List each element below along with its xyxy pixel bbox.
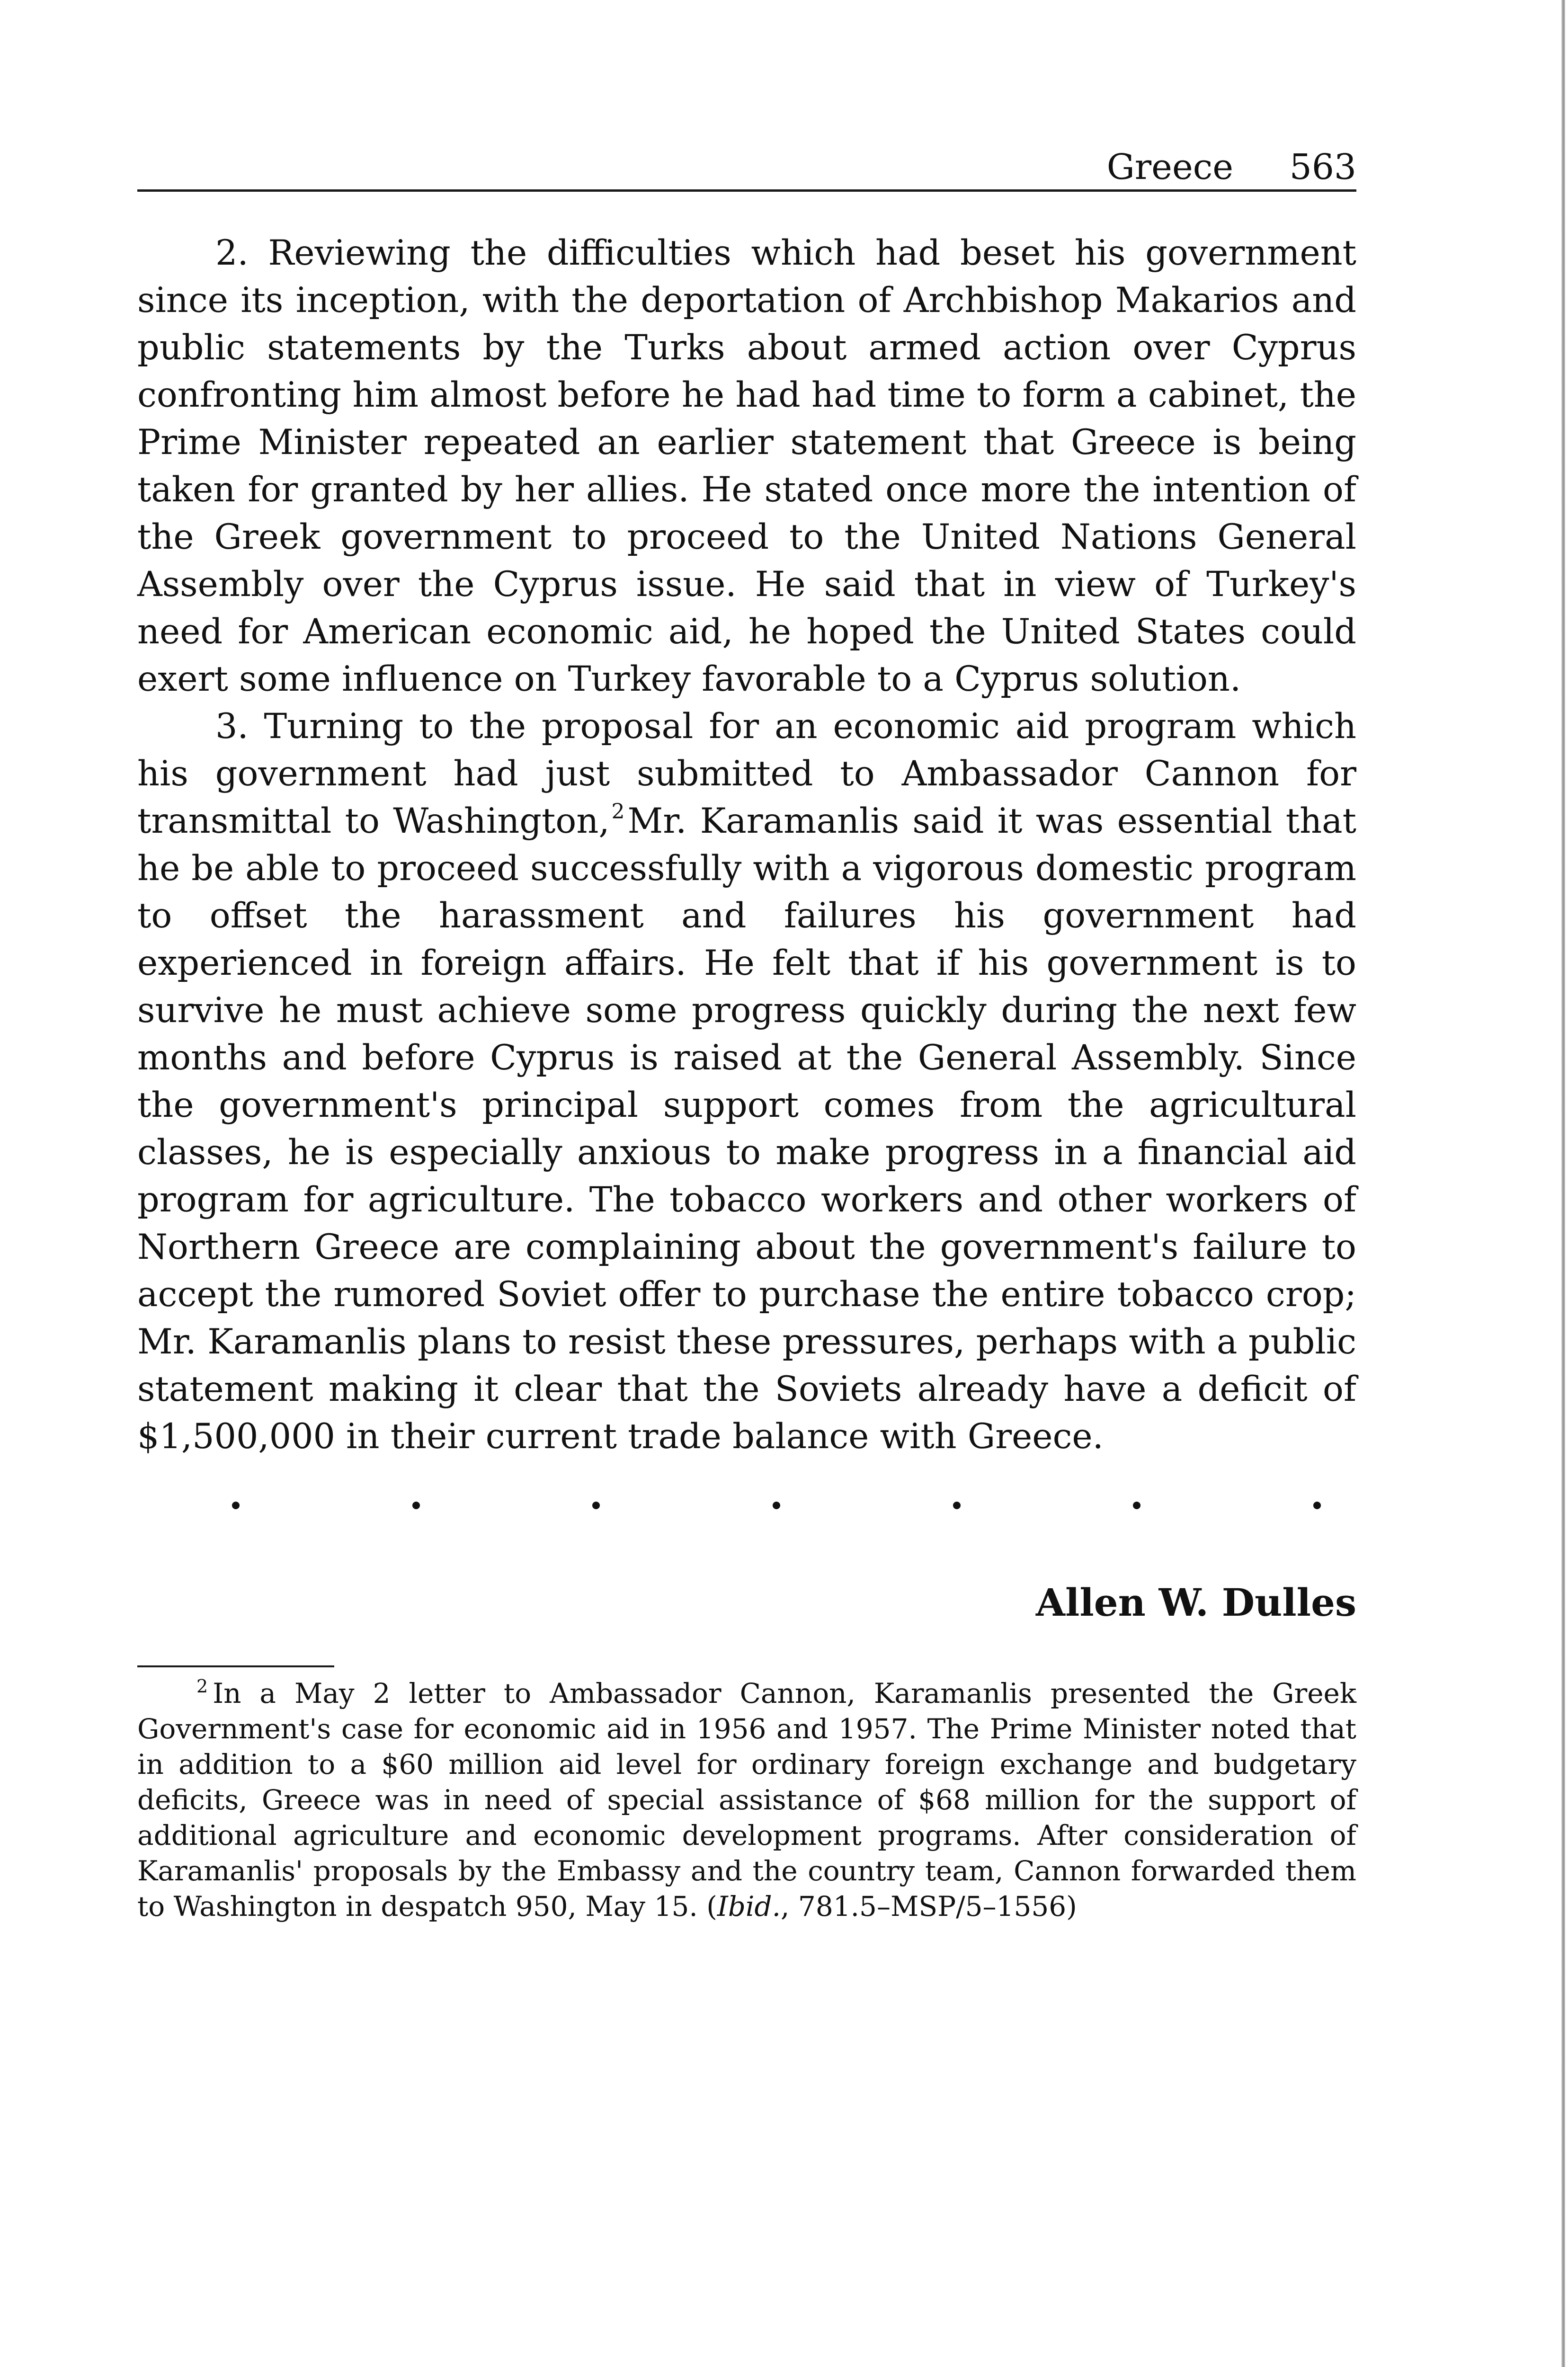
running-head: [137, 142, 1356, 192]
footnote-marker: 2: [196, 1676, 208, 1697]
footnote-reference[interactable]: 2: [611, 800, 625, 824]
ellipsis-dot: [1313, 1502, 1321, 1509]
footnote-ibid: Ibid.: [717, 1890, 781, 1922]
footnote-text-part2: , 781.5–MSP/5–1556): [781, 1890, 1077, 1922]
footnote-text-part1: In a May 2 letter to Ambassador Cannon, Karamanlis presented the Greek Government's case for economic aid in 1956 and 1957. The Prime Minister noted that in addition to a $60 million aid level for ordinary foreign exchange and budgetary deficits, Greece was in need of special assistance of $68 million for the support of additional agriculture and economic development programs. After consideration of Karamanlis' proposals by the Embassy and the country team, Cannon forwarded them to Washington in despatch 950, May 15. (: [137, 1677, 1356, 1922]
signature: Allen W. Dulles: [1035, 1580, 1356, 1625]
page-number: 563: [1289, 147, 1356, 187]
paragraph-2-text: 2. Reviewing the difficulties which had beset his government since its inception, with the deportation of Archbishop Makarios and public statements by the Turks about armed action over Cyprus confronting him almost before he had had time to form a cabinet, the Prime Minister repeated an earlier statement that Greece is being taken for granted by her allies. He stated once more the intention of the Greek government to proceed to the United Nations General Assembly over the Cyprus issue. He said that in view of Turkey's need for American economic aid, he hoped the United States could exert some influence on Turkey favorable to a Cyprus solution.: [137, 233, 1356, 699]
paragraph-2: [137, 230, 1356, 703]
footnote-divider: [137, 1665, 334, 1667]
scan-edge: [1561, 0, 1565, 2367]
omission-ellipsis: [232, 1491, 1321, 1520]
footnote-2: [137, 1676, 1356, 1924]
paragraph-3-text-part2: Mr. Karamanlis said it was essential that he be able to proceed successfully with a vigorous domestic program to offset the harassment and failures his government had experienced in foreign affairs. He felt that if his government is to survive he must achieve some progress quickly during the next few months and before Cyprus is raised at the General Assembly. Since the government's principal support comes from the agricultural classes, he is especially anxious to make progress in a financial aid program for agriculture. The tobacco workers and other workers of Northern Greece are complaining about the government's failure to accept the rumored Soviet offer to purchase the entire tobacco crop; Mr. Karamanlis plans to resist these pressures, perhaps with a public statement making it clear that the Soviets already have a deficit of $1,500,000 in their current trade balance with Greece.: [137, 801, 1356, 1457]
ellipsis-dot: [412, 1502, 420, 1509]
paragraph-3-text-part1: 3. Turning to the proposal for an economic aid program which his government had just submitted to Ambassador Cannon for transmittal to Washington,: [137, 706, 1356, 841]
paragraph-3: [137, 703, 1356, 1460]
running-head-section: Greece: [1106, 147, 1233, 187]
ellipsis-dot: [592, 1502, 600, 1509]
ellipsis-dot: [232, 1502, 240, 1509]
ellipsis-dot: [1133, 1502, 1140, 1509]
ellipsis-dot: [773, 1502, 780, 1509]
ellipsis-dot: [953, 1502, 961, 1509]
body-text: [137, 230, 1356, 1460]
footnote: [137, 1676, 1356, 1924]
